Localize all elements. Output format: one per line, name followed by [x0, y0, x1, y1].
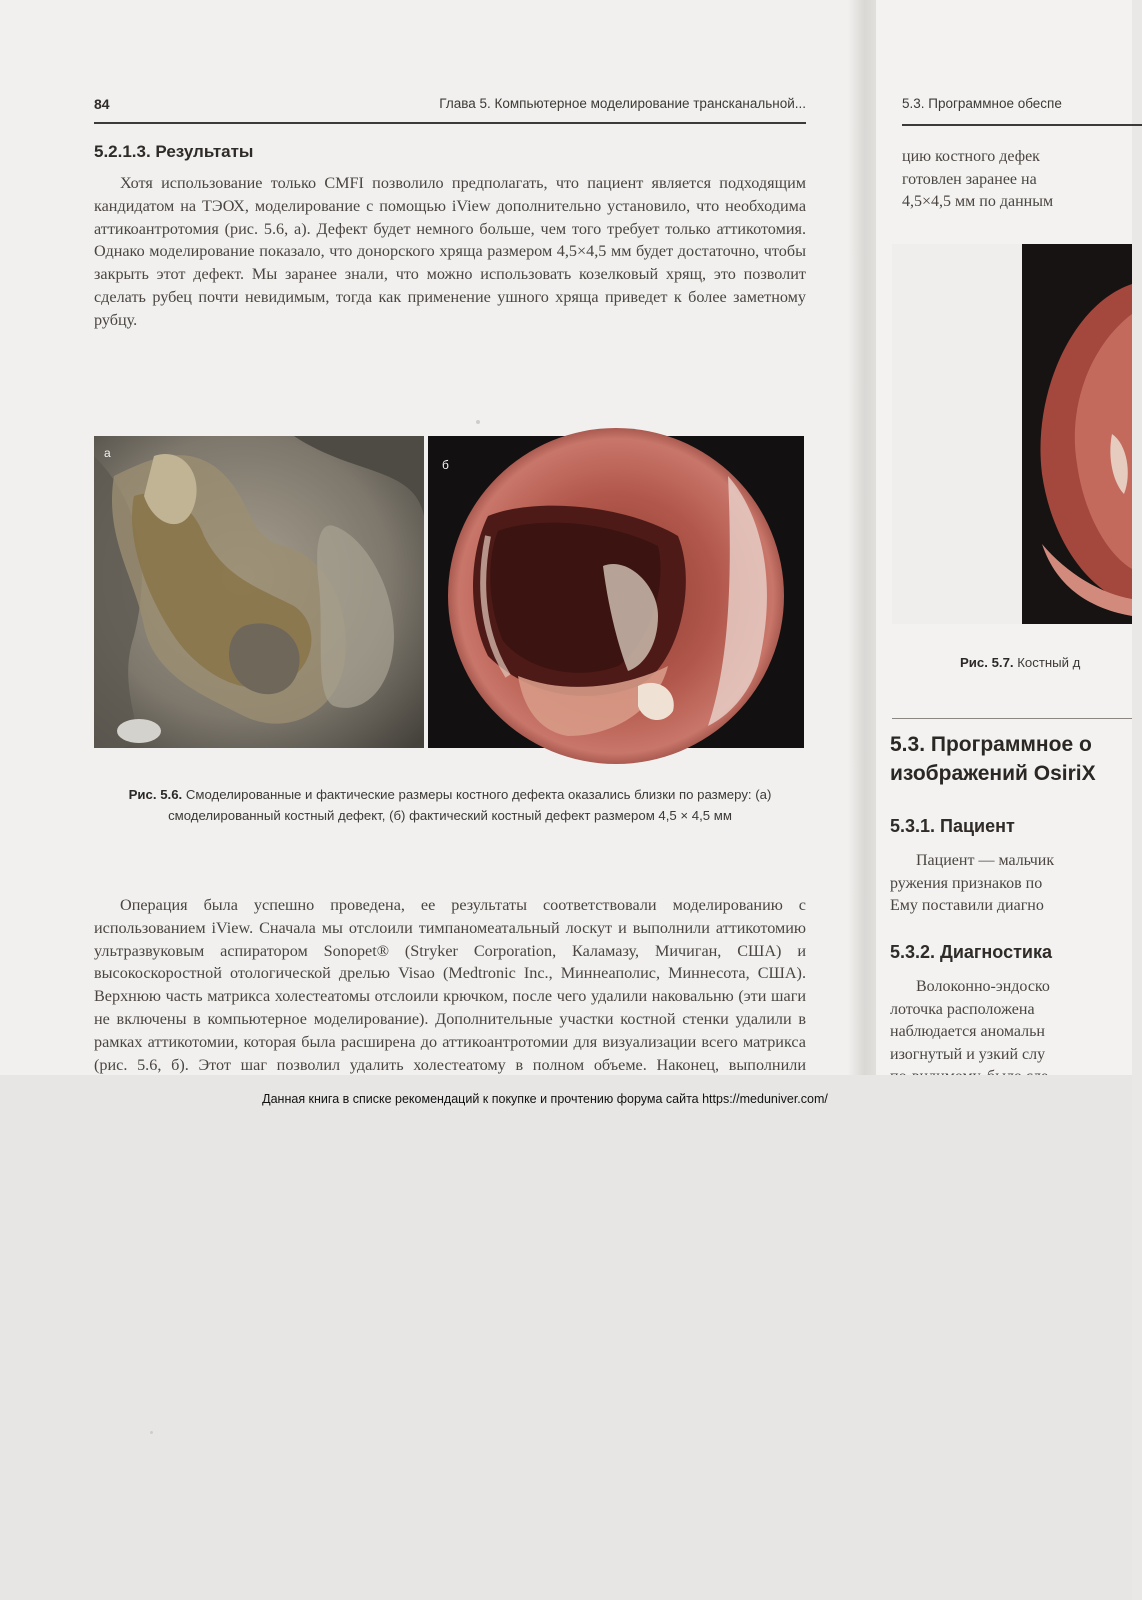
- section-heading-5-3: [890, 730, 1096, 788]
- header-rule: [94, 122, 806, 124]
- running-head-right: 5.3. Программное обеспе: [902, 96, 1062, 111]
- page-number: 84: [94, 96, 110, 112]
- caption-label: Рис. 5.6.: [128, 787, 183, 802]
- header-rule-right: [902, 124, 1142, 126]
- figure-caption-5-7: [960, 652, 1080, 673]
- figure-caption-5-6: [94, 784, 806, 826]
- caption-label-5-7: Рис. 5.7.: [960, 655, 1014, 670]
- footer-watermark-note: Данная книга в списке рекомендаций к покупке и прочтению форума сайта https://meduniver.com/: [262, 1092, 828, 1106]
- section-rule: [892, 718, 1132, 719]
- scan-speck: [150, 1431, 153, 1434]
- patient-text: [890, 850, 1054, 918]
- caption-text-5-7: Костный д: [1017, 655, 1081, 670]
- subheading-diagnostics: 5.3.2. Диагностика: [890, 942, 1052, 962]
- endoscopic-photo-5-7: [892, 244, 1132, 624]
- text-line: готовлен заранее на: [902, 170, 1037, 188]
- section-heading: 5.2.1.3. Результаты: [94, 142, 254, 161]
- right-top-text: [902, 146, 1053, 214]
- figure-panel-b-endoscopic: [428, 436, 804, 748]
- right-page: [876, 0, 1132, 1075]
- heading-line: 5.3. Программное о: [890, 733, 1092, 756]
- caption-text: Смоделированные и фактические размеры костного дефекта оказались близки по размеру: (а) смоделированный костный дефект, (б) фактический костный дефект размером 4,5 × 4,5 мм: [168, 787, 772, 823]
- text-line: ружения признаков по: [890, 874, 1043, 892]
- book-gutter: [848, 0, 878, 1075]
- text-line: Ему поставили диагно: [890, 897, 1044, 915]
- panel-a-label: а: [104, 446, 111, 460]
- scanner-background: [0, 1075, 1132, 1600]
- text-line: цию костного дефек: [902, 148, 1040, 165]
- text-line: Пациент — мальчик: [916, 852, 1055, 869]
- running-head-left: Глава 5. Компьютерное моделирование трансканальной...: [439, 96, 806, 111]
- panel-b-label: б: [442, 458, 449, 472]
- text-line: Волоконно-эндоско: [916, 978, 1050, 995]
- heading-line: изображений OsiriX: [890, 762, 1096, 785]
- text-line: лоточка расположена: [890, 1000, 1035, 1018]
- text-line: наблюдается аномальн: [890, 1023, 1045, 1041]
- figure-panel-a-3d-model: [94, 436, 424, 748]
- endoscopic-view-image: [428, 436, 804, 748]
- subheading-patient: 5.3.1. Пациент: [890, 816, 1015, 836]
- figure-5-7-image: [892, 244, 1132, 624]
- paragraph-operation: Операция была успешно проведена, ее результаты соответствовали моделированию с использованием iView. Сначала мы отслоили тимпаномеатальный лоскут и выполнили аттикотомию ультразвуковым аспиратором Sonopet® (Stryker Corporation, Каламазу, Мичиган, США) и высокоскоростной отологической дрелью Visao (Medtronic Inc., Миннеаполис, Миннесота, США). Верхнюю часть матрикса холестеатомы отслоили крючком, после чего удалили наковальню (эти шаги не включены в компьютерное моделирование). Дополнительные участки костной стенки удалили в рамках аттикотомии, которая была расширена до аттикоантротомии для визуализации всего матрикса (рис. 5.6, б). Этот шаг позволил удалить холестеатому в полном объеме. Наконец, выполнили: [94, 896, 806, 1074]
- skull-3d-render-image: [94, 436, 424, 748]
- paragraph-results: Хотя использование только CMFI позволило предполагать, что пациент является подходящим кандидатом на ТЭОХ, моделирование с помощью iView дополнительно установило, что необходима аттикоантротомия (рис. 5.6, а). Дефект будет немного больше, чем того требует только аттикотомия. Однако моделирование показало, что донорского хряща размером 4,5×4,5 мм будет достаточно, чтобы закрыть этот дефект. Мы заранее знали, что можно использовать козелковый хрящ, это позволит сделать рубец почти невидимым, тогда как применение ушного хряща приведет к более заметному рубцу.: [94, 174, 806, 329]
- page-speck: [476, 420, 480, 424]
- text-line: изогнутый и узкий слу: [890, 1045, 1046, 1063]
- text-line: 4,5×4,5 мм по данным: [902, 193, 1054, 211]
